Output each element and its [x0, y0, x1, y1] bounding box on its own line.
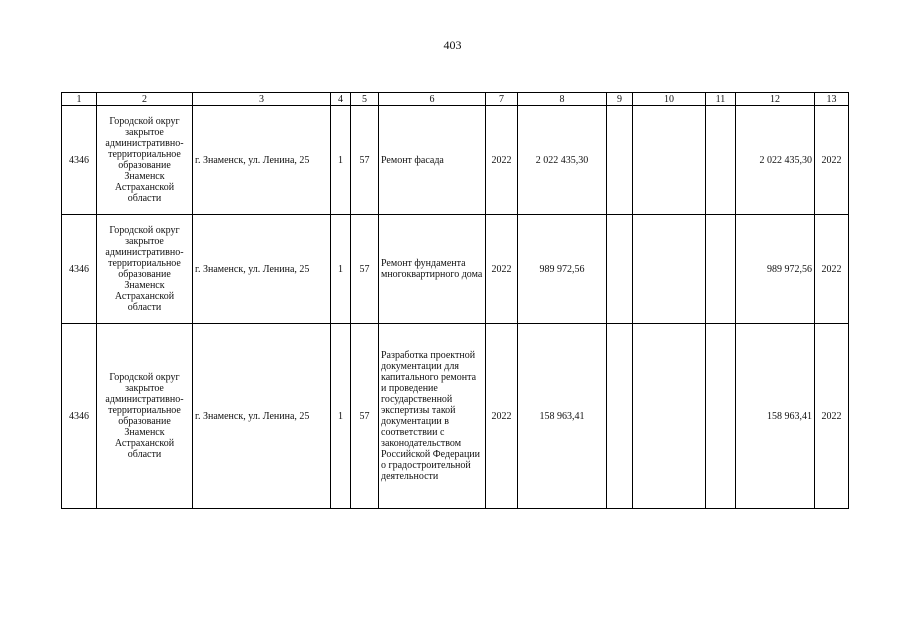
cell-cost: 158 963,41 [518, 324, 607, 509]
cell-col10 [633, 106, 706, 215]
column-header: 10 [633, 93, 706, 106]
cell-address: г. Знаменск, ул. Ленина, 25 [193, 324, 331, 509]
column-header: 1 [62, 93, 97, 106]
cell-municipality: Городской округ закрытое административно-территориальное образование Знаменск Астраханской области [97, 106, 193, 215]
cell-cost: 989 972,56 [518, 215, 607, 324]
column-header: 9 [607, 93, 633, 106]
column-header: 6 [379, 93, 486, 106]
cell-total: 2 022 435,30 [736, 106, 815, 215]
column-header: 12 [736, 93, 815, 106]
cell-col4: 1 [331, 215, 351, 324]
cell-col5: 57 [351, 106, 379, 215]
cell-id: 4346 [62, 324, 97, 509]
cell-col4: 1 [331, 106, 351, 215]
cell-col10 [633, 324, 706, 509]
cell-total: 158 963,41 [736, 324, 815, 509]
column-header: 2 [97, 93, 193, 106]
cell-col5: 57 [351, 215, 379, 324]
cell-end-year: 2022 [815, 215, 849, 324]
cell-col9 [607, 215, 633, 324]
cell-id: 4346 [62, 106, 97, 215]
cell-col11 [706, 324, 736, 509]
column-header: 8 [518, 93, 607, 106]
cell-col9 [607, 106, 633, 215]
column-header: 5 [351, 93, 379, 106]
cell-end-year: 2022 [815, 106, 849, 215]
column-header: 3 [193, 93, 331, 106]
cell-id: 4346 [62, 215, 97, 324]
cell-col10 [633, 215, 706, 324]
cell-work-type: Ремонт фундамента многоквартирного дома [379, 215, 486, 324]
table-row [62, 106, 849, 215]
cell-address: г. Знаменск, ул. Ленина, 25 [193, 106, 331, 215]
column-header: 13 [815, 93, 849, 106]
cell-municipality: Городской округ закрытое административно-территориальное образование Знаменск Астраханской области [97, 215, 193, 324]
cell-col4: 1 [331, 324, 351, 509]
data-table [61, 92, 849, 509]
column-header: 7 [486, 93, 518, 106]
cell-end-year: 2022 [815, 324, 849, 509]
page-number: 403 [443, 38, 462, 52]
cell-address: г. Знаменск, ул. Ленина, 25 [193, 215, 331, 324]
cell-year: 2022 [486, 324, 518, 509]
cell-col11 [706, 106, 736, 215]
cell-col9 [607, 324, 633, 509]
cell-col5: 57 [351, 324, 379, 509]
cell-total: 989 972,56 [736, 215, 815, 324]
cell-cost: 2 022 435,30 [518, 106, 607, 215]
cell-year: 2022 [486, 215, 518, 324]
cell-col11 [706, 215, 736, 324]
cell-municipality: Городской округ закрытое административно-территориальное образование Знаменск Астраханской области [97, 324, 193, 509]
cell-year: 2022 [486, 106, 518, 215]
table-row [62, 215, 849, 324]
cell-work-type: Разработка проектной документации для капитального ремонта и проведение государственной экспертизы такой документации в соответствии с законодательством Российской Федерации о градостроительной деятельности [379, 324, 486, 509]
column-header: 4 [331, 93, 351, 106]
table-row [62, 324, 849, 509]
column-header: 11 [706, 93, 736, 106]
cell-work-type: Ремонт фасада [379, 106, 486, 215]
table-header-row [62, 93, 849, 106]
